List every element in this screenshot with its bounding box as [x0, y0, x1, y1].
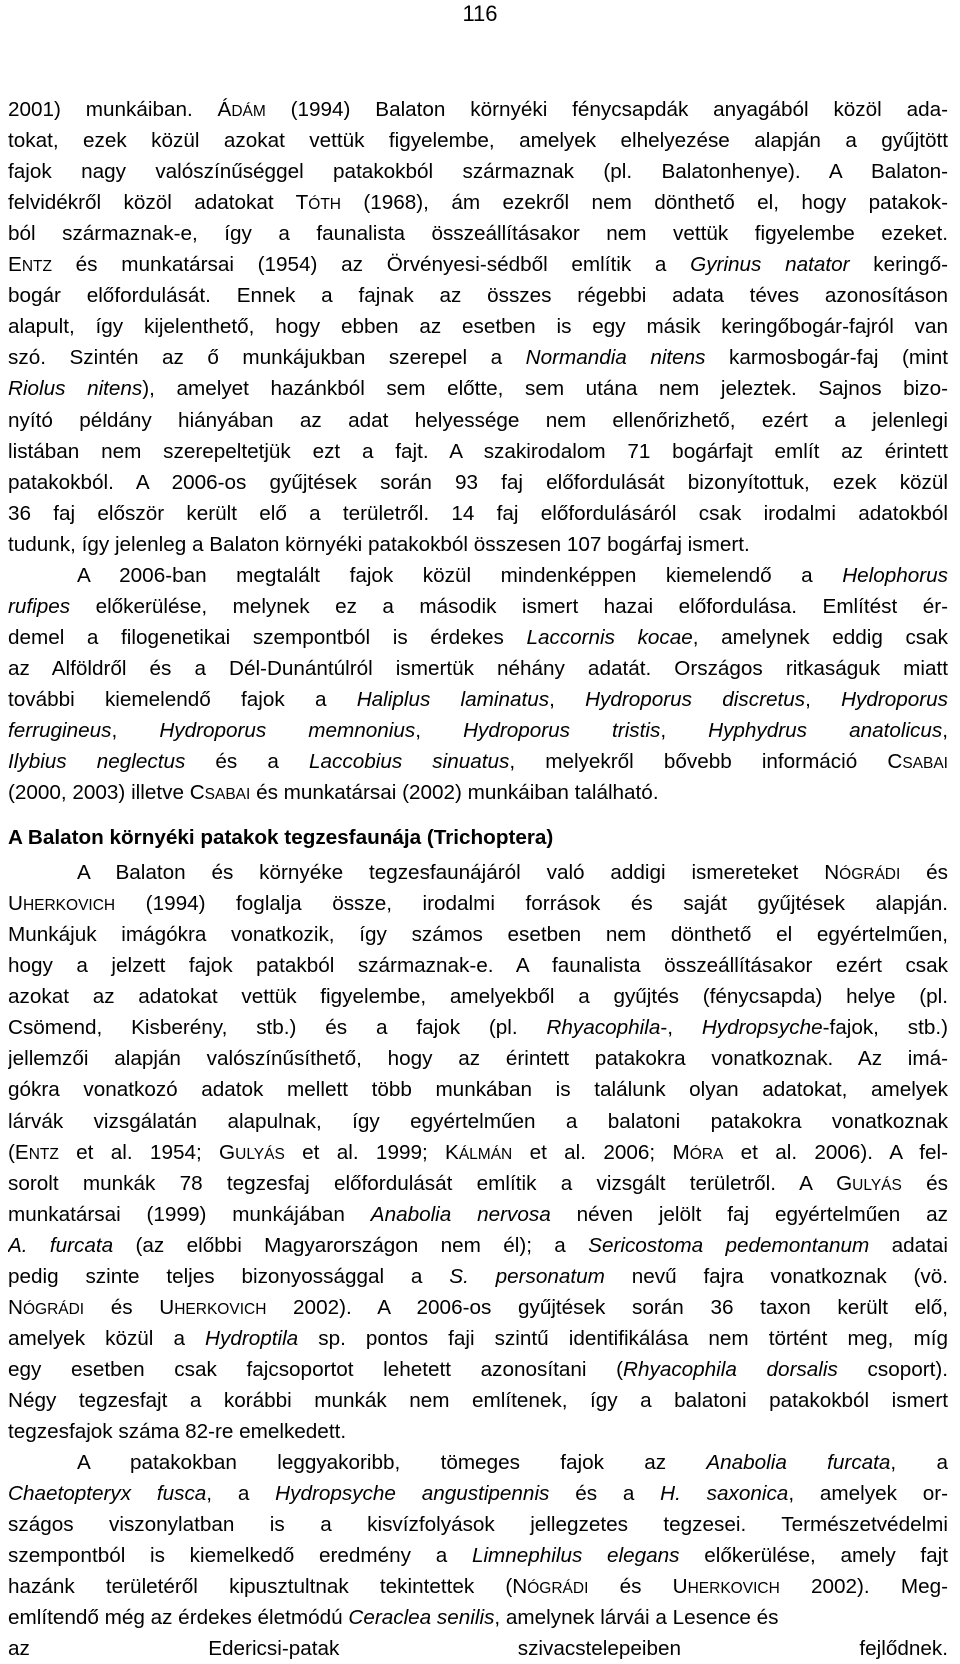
text-line: szempontból is kiemelkedő eredmény a Limnephilus elegans előkerülése, amely fajt — [8, 1544, 948, 1567]
text-line: ból származnak-e, így a faunalista összeállításakor nem vettük figyelembe ezeket. — [8, 222, 948, 245]
text-line: A. furcata (az előbbi Magyarországon nem él); a Sericostoma pedemontanum adatai — [8, 1234, 948, 1257]
text-line: (2000, 2003) illetve CSABAI és munkatársai (2002) munkáiban található. — [8, 781, 659, 804]
text-line: bogár előfordulását. Ennek a fajnak az összes régebbi adata téves azonosításon — [8, 284, 948, 307]
text-line: tegzesfajok száma 82-re emelkedett. — [8, 1420, 347, 1443]
text-line: Riolus nitens), amelyet hazánkból sem előtte, sem utána nem jeleztek. Sajnos bizo- — [8, 377, 948, 400]
text-line: amelyek közül a Hydroptila sp. pontos faji szintű identifikálása nem történt meg, míg — [8, 1327, 948, 1350]
section-heading: A Balaton környéki patakok tegzesfaunája (Trichoptera) — [8, 826, 554, 850]
text-line: demel a filogenetikai szempontból is érdekes Laccornis kocae, amelynek eddig csak — [8, 626, 948, 649]
text-line: Csömend, Kisberény, stb.) és a fajok (pl. Rhyacophila-, Hydropsyche-fajok, stb.) — [8, 1016, 948, 1039]
text-line: listában nem szerepeltetjük ezt a fajt. A szakirodalom 71 bogárfajt említ az érintett — [8, 440, 948, 463]
text-line: jellemzői alapján valószínűsíthető, hogy az érintett patakokra vonatkoznak. Az imá- — [8, 1047, 948, 1070]
text-line: említendő még az érdekes életmódú Ceraclea senilis, amelynek lárvái a Lesence és — [8, 1606, 779, 1629]
text-line: sorolt munkák 78 tegzesfaj előfordulását említik a vizsgált területről. A GULYÁS és — [8, 1172, 948, 1195]
text-line: Négy tegzesfajt a korábbi munkák nem említenek, így a balatoni patakokból ismert — [8, 1389, 948, 1412]
text-line: Ilybius neglectus és a Laccobius sinuatus, melyekről bővebb információ CSABAI — [8, 750, 948, 773]
text-line: munkatársai (1999) munkájában Anabolia nervosa néven jelölt faj egyértelműen az — [8, 1203, 948, 1226]
text-line: A 2006-ban megtalált fajok közül mindenképpen kiemelendő a Helophorus — [77, 564, 948, 587]
text-line: UHERKOVICH (1994) foglalja össze, irodalmi források és saját gyűjtések alapján. — [8, 892, 948, 915]
text-line: A patakokban leggyakoribb, tömeges fajok az Anabolia furcata, a — [77, 1451, 948, 1474]
text-line: egy esetben csak fajcsoportot lehetett azonosítani (Rhyacophila dorsalis csoport). — [8, 1358, 948, 1381]
text-line: nyító példány hiányában az adat helyessége nem ellenőrizhető, ezért a jelenlegi — [8, 409, 948, 432]
text-line: fajok nagy valószínűséggel patakokból származnak (pl. Balatonhenye). A Balaton- — [8, 160, 948, 183]
text-line: felvidékről közöl adatokat TÓTH (1968), ám ezekről nem dönthető el, hogy patakok- — [8, 191, 948, 214]
text-line: (ENTZ et al. 1954; GULYÁS et al. 1999; KÁLMÁN et al. 2006; MÓRA et al. 2006). A fel- — [8, 1141, 948, 1164]
text-line: ferrugineus, Hydroporus memnonius, Hydroporus tristis, Hyphydrus anatolicus, — [8, 719, 948, 742]
text-line: Chaetopteryx fusca, a Hydropsyche angustipennis és a H. saxonica, amelyek or- — [8, 1482, 948, 1505]
text-line: 2001) munkáiban. ÁDÁM (1994) Balaton környéki fénycsapdák anyagából közöl ada- — [8, 98, 948, 121]
text-line: az Edericsi-patak szivacstelepeiben fejlődnek. — [8, 1637, 948, 1660]
text-line: hazánk területéről kipusztultnak tekintettek (NÓGRÁDI és UHERKOVICH 2002). Meg- — [8, 1575, 948, 1598]
text-line: tokat, ezek közül azokat vettük figyelembe, amelyek elhelyezése alapján a gyűjtött — [8, 129, 948, 152]
text-line: A Balaton és környéke tegzesfaunájáról való addigi ismereteket NÓGRÁDI és — [77, 861, 948, 884]
text-line: gókra vonatkozó adatok mellett több munkában is találunk olyan adatokat, amelyek — [8, 1078, 948, 1101]
text-line: tudunk, így jelenleg a Balaton környéki patakokból összesen 107 bogárfaj ismert. — [8, 533, 750, 556]
page-number: 116 — [462, 1, 498, 26]
text-line: további kiemelendő fajok a Haliplus laminatus, Hydroporus discretus, Hydroporus — [8, 688, 948, 711]
text-line: lárvák vizsgálatán alapulnak, így egyértelműen a balatoni patakokra vonatkoznak — [8, 1110, 948, 1133]
text-line: 36 faj először került elő a területről. 14 faj előfordulásáról csak irodalmi adatokból — [8, 502, 948, 525]
text-line: ENTZ és munkatársai (1954) az Örvényesi-sédből említik a Gyrinus natator keringő- — [8, 253, 948, 276]
text-line: rufipes előkerülése, melynek ez a második ismert hazai előfordulása. Említést ér- — [8, 595, 948, 618]
text-line: pedig szinte teljes bizonyossággal a S. personatum nevű fajra vonatkoznak (vö. — [8, 1265, 948, 1288]
text-line: NÓGRÁDI és UHERKOVICH 2002). A 2006-os gyűjtések során 36 taxon került elő, — [8, 1296, 948, 1319]
text-line: az Alföldről és a Dél-Dunántúlról ismertük néhány adatát. Országos ritkaságuk miatt — [8, 657, 948, 680]
text-line: patakokból. A 2006-os gyűjtések során 93 faj előfordulását bizonyítottuk, ezek közül — [8, 471, 948, 494]
text-line: Munkájuk imágókra vonatkozik, így számos esetben nem dönthető el egyértelműen, — [8, 923, 948, 946]
text-line: azokat az adatokat vettük figyelembe, amelyekből a gyűjtés (fénycsapda) helye (pl. — [8, 985, 948, 1008]
text-line: szágos viszonylatban is a kisvízfolyások jellegzetes tegzesei. Természetvédelmi — [8, 1513, 948, 1536]
text-line: szó. Szintén az ő munkájukban szerepel a Normandia nitens karmosbogár-faj (mint — [8, 346, 948, 369]
text-line: hogy a jelzett fajok patakból származnak-e. A faunalista összeállításakor ezért csak — [8, 954, 948, 977]
text-line: alapult, így kijelenthető, hogy ebben az esetben is egy másik keringőbogár-fajról van — [8, 315, 948, 338]
